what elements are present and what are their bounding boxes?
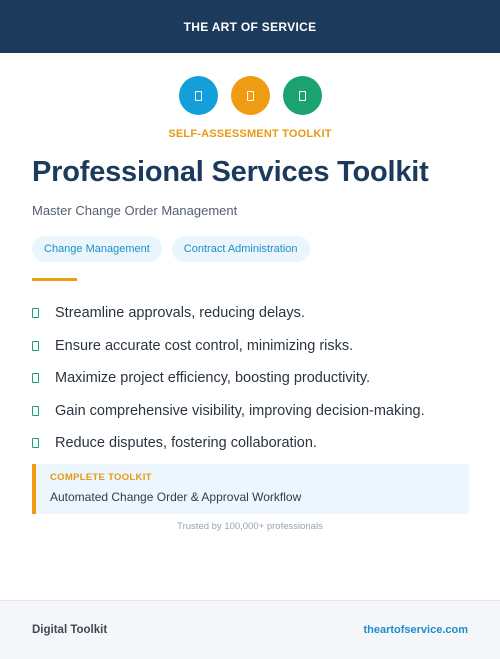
list-item <box>32 297 425 330</box>
benefit-list <box>32 297 425 460</box>
trust-note: Trusted by 100,000+ professionals <box>177 521 323 532</box>
document-icon <box>231 76 270 115</box>
benefit-text: Reduce disputes, fostering collaboration. <box>55 435 317 452</box>
footer-label: Digital Toolkit <box>32 624 108 636</box>
brand-name: THE ART OF SERVICE <box>183 19 317 34</box>
callout-label: COMPLETE TOOLKIT <box>50 472 152 483</box>
page-subtitle: Master Change Order Management <box>32 203 238 218</box>
benefit-text: Ensure accurate cost control, minimizing risks. <box>55 337 354 354</box>
document-icon <box>179 76 218 115</box>
kicker-label: SELF-ASSESSMENT TOOLKIT <box>168 128 332 140</box>
toolkit-callout <box>32 464 469 514</box>
list-item <box>32 395 425 428</box>
tag-contract-administration: Contract Administration <box>172 236 310 262</box>
check-icon <box>32 406 39 416</box>
icon-row <box>0 76 500 115</box>
tag-change-management: Change Management <box>32 236 162 262</box>
benefit-text: Maximize project efficiency, boosting productivity. <box>55 370 371 387</box>
accent-divider <box>32 278 77 281</box>
website-link[interactable]: theartofservice.com <box>363 624 468 636</box>
benefit-text: Streamline approvals, reducing delays. <box>55 305 305 322</box>
list-item <box>32 330 425 363</box>
benefit-text: Gain comprehensive visibility, improving decision-making. <box>55 402 425 419</box>
footer <box>0 600 500 659</box>
list-item <box>32 427 425 460</box>
callout-value: Automated Change Order & Approval Workflow <box>50 490 302 504</box>
check-icon <box>32 341 39 351</box>
check-icon <box>32 308 39 318</box>
top-banner <box>0 0 500 53</box>
check-icon <box>32 438 39 448</box>
document-icon <box>283 76 322 115</box>
check-icon <box>32 373 39 383</box>
page-title: Professional Services Toolkit <box>32 156 429 188</box>
tag-list <box>32 236 310 262</box>
list-item <box>32 362 425 395</box>
